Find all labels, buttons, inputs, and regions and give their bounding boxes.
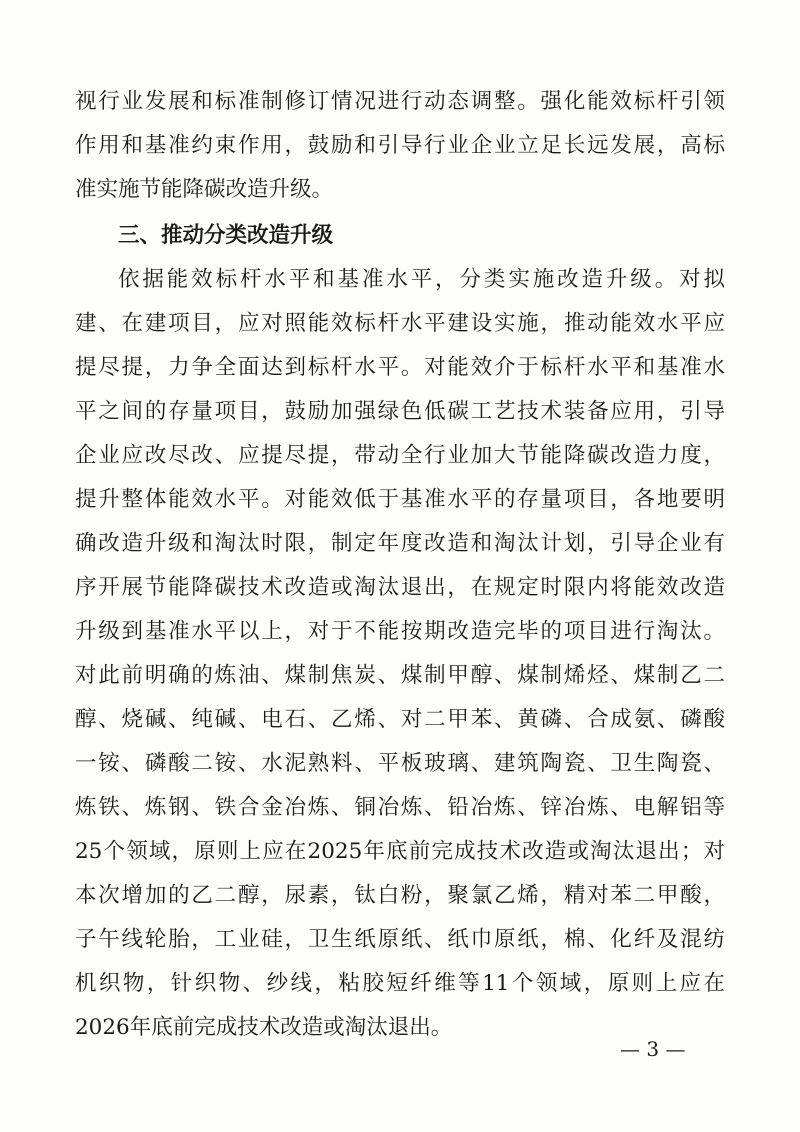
body-line-16: 子午线轮胎，工业硅，卫生纸原纸、纸巾原纸，棉、化纤及混纺 bbox=[75, 927, 725, 952]
section-heading: 三、推动分类改造升级 bbox=[118, 223, 334, 248]
body-line-8: 序开展节能降碳技术改造或淘汰退出，在规定时限内将能效改造 bbox=[75, 575, 725, 600]
body-line-5: 企业应改尽改、应提尽提，带动全行业加大节能降碳改造力度， bbox=[75, 443, 725, 468]
body-line-11: 醇、烧碱、纯碱、电石、乙烯、对二甲苯、黄磷、合成氨、磷酸 bbox=[75, 707, 725, 732]
body-line-15: 本次增加的乙二醇，尿素，钛白粉，聚氯乙烯，精对苯二甲酸， bbox=[75, 883, 725, 908]
intro-line-3: 准实施节能降碳改造升级。 bbox=[75, 177, 334, 202]
body-line-9: 升级到基准水平以上，对于不能按期改造完毕的项目进行淘汰。 bbox=[75, 619, 725, 644]
body-line-18: 2026年底前完成技术改造或淘汰退出。 bbox=[75, 1015, 453, 1040]
body-line-2: 建、在建项目，应对照能效标杆水平建设实施，推动能效水平应 bbox=[75, 311, 725, 336]
body-line-12: 一铵、磷酸二铵、水泥熟料、平板玻璃、建筑陶瓷、卫生陶瓷、 bbox=[75, 751, 725, 776]
body-line-17: 机织物，针织物、纱线，粘胶短纤维等11个领域，原则上应在 bbox=[75, 971, 725, 996]
body-line-6: 提升整体能效水平。对能效低于基准水平的存量项目，各地要明 bbox=[75, 487, 725, 512]
intro-line-2: 作用和基准约束作用，鼓励和引导行业企业立足长远发展，高标 bbox=[75, 133, 725, 158]
body-line-1: 依据能效标杆水平和基准水平，分类实施改造升级。对拟 bbox=[118, 267, 725, 292]
page-number: — 3 — bbox=[620, 1037, 686, 1061]
body-line-4: 平之间的存量项目，鼓励加强绿色低碳工艺技术装备应用，引导 bbox=[75, 399, 725, 424]
body-line-10: 对此前明确的炼油、煤制焦炭、煤制甲醇、煤制烯烃、煤制乙二 bbox=[75, 663, 725, 688]
intro-line-1: 视行业发展和标准制修订情况进行动态调整。强化能效标杆引领 bbox=[75, 89, 725, 114]
body-line-13: 炼铁、炼钢、铁合金冶炼、铜冶炼、铅冶炼、锌冶炼、电解铝等 bbox=[75, 795, 725, 820]
body-line-7: 确改造升级和淘汰时限，制定年度改造和淘汰计划，引导企业有 bbox=[75, 531, 725, 556]
body-line-14: 25个领域，原则上应在2025年底前完成技术改造或淘汰退出；对 bbox=[75, 839, 725, 864]
body-line-3: 提尽提，力争全面达到标杆水平。对能效介于标杆水平和基准水 bbox=[75, 355, 725, 380]
